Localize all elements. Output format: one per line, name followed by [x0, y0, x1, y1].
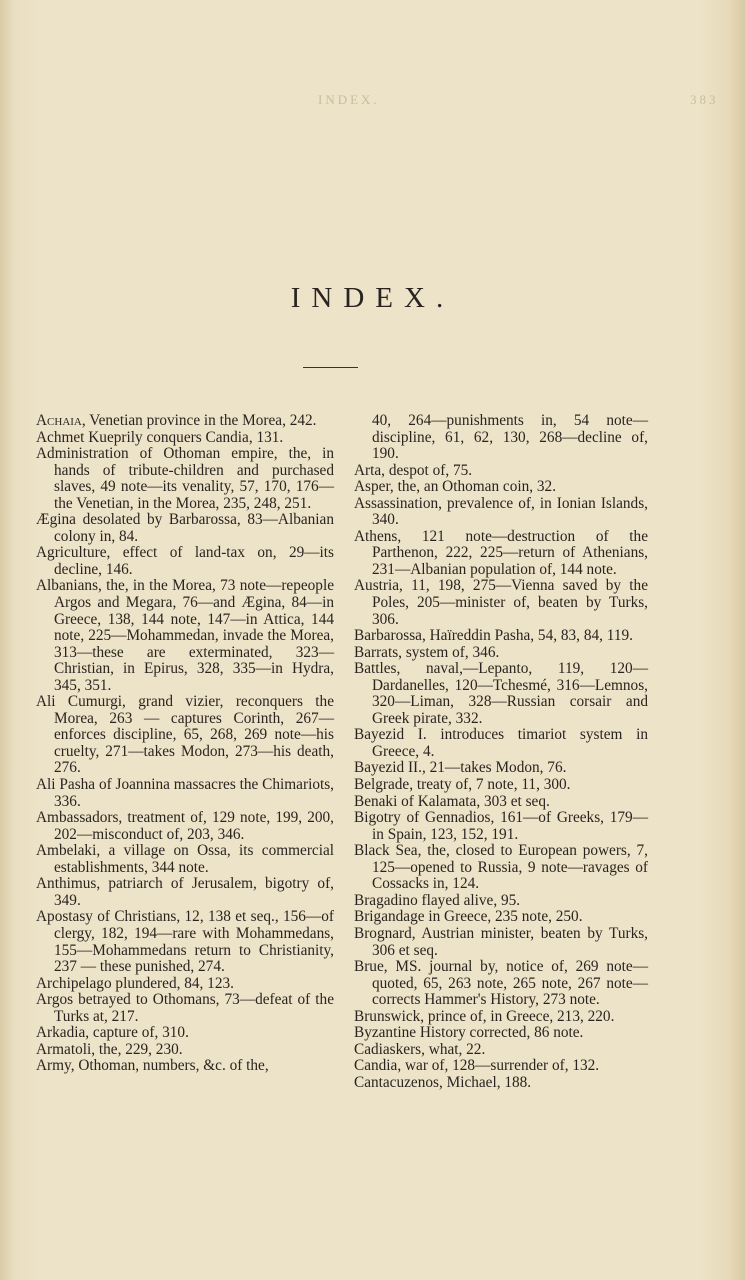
entry-text: Bigotry of Gennadios, 161—of Greeks, 179—in Spain, 123, 152, 191. — [354, 809, 648, 843]
index-entry — [354, 578, 648, 628]
entry-text: Assassination, prevalence of, in Ionian Islands, 340. — [354, 494, 648, 529]
index-entry — [354, 810, 648, 843]
index-entry — [354, 794, 648, 811]
index-entry — [354, 777, 648, 794]
index-entry — [354, 1009, 648, 1026]
entry-text: Barbarossa, Haïreddin Pasha, 54, 83, 84, 119. — [354, 627, 633, 645]
entry-lead-word: Achaia, — [36, 412, 86, 429]
index-entry — [354, 1075, 648, 1092]
entry-text: Agriculture, effect of land-tax on, 29—its decline, 146. — [36, 544, 334, 578]
entry-text: Archipelago plundered, 84, 123. — [36, 974, 234, 992]
index-entry — [354, 1042, 648, 1059]
entry-text: Armatoli, the, 229, 230. — [36, 1040, 183, 1058]
index-entry — [354, 909, 648, 926]
entry-text: Austria, 11, 198, 275—Vienna saved by the Poles, 205—minister of, beaten by Turks, 306. — [354, 577, 648, 628]
index-entry — [36, 413, 334, 430]
entry-text: Achmet Kueprily conquers Candia, 131. — [36, 428, 284, 446]
index-entry — [36, 430, 334, 447]
entry-text: Brognard, Austrian minister, beaten by Turks, 306 et seq. — [354, 924, 648, 959]
bleed-through-text: INDEX. — [318, 92, 380, 107]
entry-text: Arta, despot of, 75. — [354, 461, 473, 479]
index-entry — [36, 446, 334, 512]
entry-text: Bragadino flayed alive, 95. — [354, 891, 521, 909]
entry-text: Cantacuzenos, Michael, 188. — [354, 1073, 532, 1091]
entry-text: Barrats, system of, 346. — [354, 643, 500, 661]
index-entry — [36, 545, 334, 578]
entry-text: Ambelaki, a village on Ossa, its commercial establishments, 344 note. — [36, 842, 334, 876]
index-entry — [36, 976, 334, 993]
index-entry — [354, 628, 648, 645]
entry-text: Venetian province in the Morea, 242. — [85, 412, 317, 429]
index-entry — [36, 578, 334, 694]
entry-text: Army, Othoman, numbers, &c. of the, — [36, 1057, 269, 1075]
page-title: INDEX. — [290, 282, 455, 314]
entry-text: Brigandage in Greece, 235 note, 250. — [354, 908, 583, 926]
index-column-left — [36, 413, 334, 1075]
entry-text: Bayezid II., 21—takes Modon, 76. — [354, 759, 567, 777]
entry-text: Cadiaskers, what, 22. — [354, 1040, 486, 1058]
index-entry — [354, 479, 648, 496]
index-entry — [354, 727, 648, 760]
index-entry — [36, 694, 334, 777]
entry-text: Ali Pasha of Joannina massacres the Chimariots, 336. — [36, 776, 334, 810]
index-entry — [36, 1042, 334, 1059]
entry-text: Bayezid I. introduces timariot system in Greece, 4. — [354, 726, 648, 760]
index-entry — [36, 1058, 334, 1075]
index-entry — [36, 810, 334, 843]
index-entry — [36, 992, 334, 1025]
index-entry — [36, 777, 334, 810]
entry-text: Brunswick, prince of, in Greece, 213, 220. — [354, 1007, 615, 1025]
index-entry — [354, 1058, 648, 1075]
index-entry — [354, 926, 648, 959]
index-entry — [354, 760, 648, 777]
entry-text: Anthimus, patriarch of Jerusalem, bigotry of, 349. — [36, 875, 334, 909]
entry-text: Ambassadors, treatment of, 129 note, 199, 200, 202—misconduct of, 203, 346. — [36, 809, 334, 843]
index-entry — [354, 661, 648, 727]
entry-text: Ali Cumurgi, grand vizier, reconquers the Morea, 263 — captures Corinth, 267—enforces discipline, 65, 268, 269 note—his cruelty, 271—takes Modon, 273—his death, 276. — [36, 693, 334, 777]
entry-text: Administration of Othoman empire, the, in hands of tribute-children and purchased slaves, 49 note—its venality, 57, 170, 176—the Venetian, in the Morea, 235, 248, 251. — [36, 445, 334, 512]
entry-text: Athens, 121 note—destruction of the Parthenon, 222, 225—return of Athenians, 231—Albanian population of, 144 note. — [354, 527, 648, 578]
index-entry — [36, 1025, 334, 1042]
index-entry — [354, 413, 648, 463]
entry-text: Argos betrayed to Othomans, 73—defeat of the Turks at, 217. — [36, 991, 334, 1025]
index-entry — [354, 529, 648, 579]
index-entry — [354, 496, 648, 529]
entry-text: Arkadia, capture of, 310. — [36, 1024, 189, 1042]
index-entry — [36, 512, 334, 545]
entry-text: Asper, the, an Othoman coin, 32. — [354, 478, 557, 496]
title-rule — [303, 367, 358, 368]
index-entry — [36, 876, 334, 909]
index-entry — [354, 645, 648, 662]
entry-text: Brue, MS. journal by, notice of, 269 note—quoted, 65, 263 note, 265 note, 267 note—corrects Hammer's History, 273 note. — [354, 958, 648, 1009]
entry-text: Black Sea, the, closed to European powers, 7, 125—opened to Russia, 9 note—ravages of Cossacks in, 124. — [354, 842, 648, 893]
entry-text: Candia, war of, 128—surrender of, 132. — [354, 1057, 600, 1075]
index-entry — [36, 909, 334, 975]
entry-text: Belgrade, treaty of, 7 note, 11, 300. — [354, 776, 571, 794]
entry-text: Byzantine History corrected, 86 note. — [354, 1024, 584, 1042]
index-column-right — [354, 413, 648, 1091]
entry-text: Albanians, the, in the Morea, 73 note—repeople Argos and Megara, 76—and Ægina, 84—in Greece, 138, 144 note, 147—in Attica, 144 note, 225—Mohammedan, invade the Morea, 313—these are exterminated, 323—Christian, in Epirus, 328, 335—in Hydra, 345, 351. — [36, 577, 334, 694]
entry-text: Apostasy of Christians, 12, 138 et seq., 156—of clergy, 182, 194—rare with Mohammedans, 155—Mohammedans return to Christianity, 237 — these punished, 274. — [36, 908, 334, 976]
index-entry — [354, 843, 648, 893]
index-entry — [354, 893, 648, 910]
index-entry — [354, 463, 648, 480]
entry-text: Battles, naval,—Lepanto, 119, 120—Dardanelles, 120—Tchesmé, 316—Lemnos, 320—Liman, 328—Russian corsair and Greek pirate, 332. — [354, 660, 648, 727]
index-entry — [36, 843, 334, 876]
entry-text: 40, 264—punishments in, 54 note—discipline, 61, 62, 130, 268—decline of, 190. — [372, 412, 648, 463]
index-entry — [354, 1025, 648, 1042]
entry-text: Ægina desolated by Barbarossa, 83—Albanian colony in, 84. — [36, 511, 334, 545]
entry-text: Benaki of Kalamata, 303 et seq. — [354, 792, 550, 810]
bleed-through-page-number: 383 — [690, 92, 719, 107]
index-entry — [354, 959, 648, 1009]
